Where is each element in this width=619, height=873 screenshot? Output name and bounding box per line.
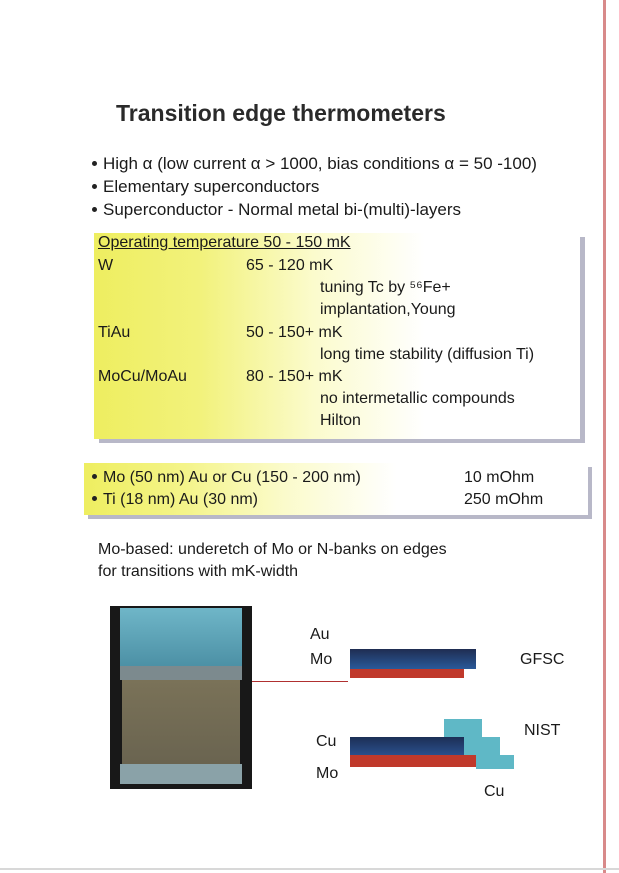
page-edge-right — [603, 0, 606, 873]
photo-lead-line — [252, 681, 348, 682]
nist-mo-layer — [350, 755, 476, 767]
temperature-range: 50 - 150+ mK — [246, 324, 343, 341]
bullet-list — [90, 152, 537, 221]
bilayer-stack-text: Ti (18 nm) Au (30 nm) — [103, 491, 259, 508]
nist-cu-top-layer — [444, 719, 482, 737]
bullet-icon — [92, 207, 97, 212]
nist-under-label: Cu — [484, 783, 505, 800]
material-note: no intermetallic compounds — [320, 390, 515, 407]
nist-bottom-label: Mo — [316, 765, 339, 782]
page-title: Transition edge thermometers — [116, 100, 446, 126]
material-note: Hilton — [320, 412, 361, 429]
operating-heading: Operating temperature 50 - 150 mK — [98, 234, 351, 251]
nist-cu-bottom-layer — [476, 755, 514, 769]
bullet-icon — [92, 474, 97, 479]
bullet-icon — [92, 161, 97, 166]
bullet-icon — [92, 496, 97, 501]
bilayer-stack — [90, 469, 361, 487]
photo-center-region — [122, 680, 240, 764]
material-label: W — [98, 257, 114, 274]
gfsc-mo-layer — [350, 669, 464, 678]
note-line: Mo-based: underetch of Mo or N-banks on edges — [98, 541, 447, 558]
nist-dark-layer — [350, 737, 464, 755]
bilayer-box — [84, 463, 588, 515]
nist-cu-side-layer — [464, 737, 500, 755]
mo-based-note — [98, 539, 447, 583]
bullet-item — [90, 175, 537, 198]
material-label: TiAu — [98, 324, 131, 341]
bullet-item — [90, 198, 537, 221]
bilayer-stack-text: Mo (50 nm) Au or Cu (150 - 200 nm) — [103, 469, 361, 486]
gfsc-au-layer — [350, 649, 476, 669]
material-note: long time stability (diffusion Ti) — [320, 346, 535, 363]
bilayer-resistance: 10 mOhm — [464, 469, 535, 486]
gfsc-bottom-label: Mo — [310, 651, 333, 668]
bullet-text: High α (low current α > 1000, bias conditions α = 50 -100) — [103, 154, 537, 173]
material-note: tuning Tc by ⁵⁶Fe+ — [320, 279, 451, 296]
bilayer-resistance: 250 mOhm — [464, 491, 544, 508]
gfsc-label: GFSC — [520, 651, 565, 668]
note-line: for transitions with mK-width — [98, 563, 299, 580]
photo-top-region — [120, 608, 242, 670]
bullet-icon — [92, 184, 97, 189]
temperature-range: 80 - 150+ mK — [246, 368, 343, 385]
material-label: MoCu/MoAu — [98, 368, 187, 385]
photo-bottom-region — [120, 764, 242, 784]
nist-top-label: Cu — [316, 733, 337, 750]
bullet-text: Superconductor - Normal metal bi-(multi)-layers — [103, 200, 462, 219]
material-note: implantation,Young — [320, 301, 456, 318]
bullet-item — [90, 152, 537, 175]
device-photo — [110, 606, 252, 789]
gfsc-top-label: Au — [310, 626, 330, 643]
photo-band — [120, 666, 242, 680]
operating-temperature-box — [94, 233, 580, 439]
bilayer-stack — [90, 491, 258, 509]
bullet-text: Elementary superconductors — [103, 177, 320, 196]
nist-label: NIST — [524, 722, 561, 739]
temperature-range: 65 - 120 mK — [246, 257, 334, 274]
page-edge-bottom — [0, 868, 619, 870]
